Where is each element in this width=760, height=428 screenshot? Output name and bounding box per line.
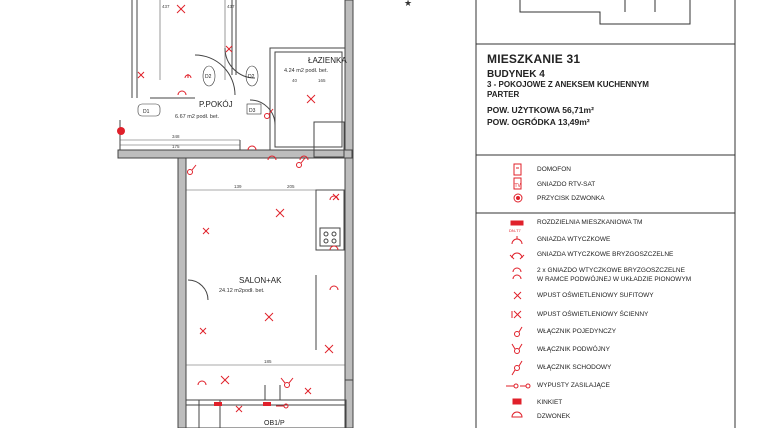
wall-light-icon: [325, 345, 333, 353]
dimension-labels: [162, 4, 326, 364]
socket-icon: [330, 246, 338, 250]
ceiling-light-icon: [226, 46, 232, 52]
ceiling-light-icon: [177, 5, 185, 13]
balcony-label: OB1/P: [264, 420, 285, 427]
legend-label: GNIAZDA WTYCZKOWE BRYZGOSZCZELNE: [537, 251, 674, 258]
room-area-room: 6.67 m2 podł. bet.: [175, 114, 220, 120]
single-switch-icon: [265, 109, 274, 119]
dim-label: 437: [162, 4, 170, 9]
dim-label: 40: [292, 78, 298, 83]
single-switch-icon: [188, 165, 197, 175]
ceiling-light-icon: [276, 209, 284, 217]
door-tag: D3: [249, 108, 256, 114]
garden-area: POW. OGRÓDKA 13,49m²: [487, 117, 590, 127]
socket-icon: [248, 146, 256, 150]
ceiling-light-icon: [221, 376, 229, 384]
dim-label: 175: [172, 144, 180, 149]
rooms-description: 3 - POKOJOWE Z ANEKSEM KUCHENNYM: [487, 80, 649, 89]
svg-text:TV: TV: [514, 183, 521, 189]
room-name-bathroom: ŁAZIENKA: [308, 56, 347, 65]
socket-icon: [178, 91, 186, 95]
ceiling-light-icon: [203, 228, 209, 234]
single-switch-icon: [297, 158, 306, 168]
ceiling-light-icon: [236, 406, 242, 412]
room-area-bathroom: 4.24 m2 podł. bet.: [284, 68, 329, 74]
ceiling-light-icon: [305, 388, 311, 394]
legend-label: KINKIET: [537, 399, 563, 406]
legend-label: 2 x GNIAZDO WTYCZKOWE BRYZGOSZCZELNE: [537, 267, 685, 274]
legend-label: WŁĄCZNIK PODWÓJNY: [537, 346, 610, 353]
dim-label: 205: [287, 184, 295, 189]
legend-label: DZWONEK: [537, 413, 571, 420]
legend-label: WPUST OŚWIETLENIOWY ŚCIENNY: [537, 311, 649, 318]
legend: [487, 0, 737, 428]
floor-level: PARTER: [487, 90, 520, 99]
room-name-living: SALON+AK: [239, 276, 282, 285]
ceiling-light-icon: [307, 95, 315, 103]
socket-icon: [330, 286, 338, 290]
north-marker: ★: [404, 0, 413, 8]
legend-label: W RAMCE PODWÓJNEJ W UKŁADZIE PIONOWYM: [537, 276, 692, 283]
legend-label: WPUST OŚWIETLENIOWY SUFITOWY: [537, 292, 654, 299]
apartment-title: MIESZKANIE 31: [487, 52, 581, 66]
room-area-living: 24.12 m2podł. bet.: [219, 288, 265, 294]
legend-label: GNIAZDA WTYCZKOWE: [537, 236, 611, 243]
usable-area: POW. UŻYTKOWA 56,71m²: [487, 105, 594, 115]
dim-label: 348: [172, 134, 180, 139]
legend-label: ROZDZIELNIA MIESZKANIOWA TM: [537, 219, 643, 226]
legend-label: DOMOFON: [537, 166, 571, 173]
dim-label: 185: [264, 359, 272, 364]
socket-icon: [198, 381, 206, 385]
dim-label: 165: [318, 78, 326, 83]
door-tag: D2: [248, 74, 255, 80]
socket-icon: [185, 74, 191, 78]
ceiling-light-icon: [200, 328, 206, 334]
electrical-symbols: [138, 5, 339, 412]
room-name-room: P.POKÓJ: [199, 100, 233, 109]
door-tag: D2: [205, 74, 212, 80]
ceiling-light-icon: [265, 313, 273, 321]
legend-label: WŁĄCZNIK SCHODOWY: [537, 364, 612, 371]
legend-label: WŁĄCZNIK POJEDYNCZY: [537, 328, 617, 335]
door-tag: D1: [143, 109, 150, 115]
legend-label: WYPUSTY ZASILAJĄCE: [537, 382, 610, 389]
dim-label: 437: [227, 4, 235, 9]
ceiling-light-icon: [138, 72, 144, 78]
svg-text:DN-T7: DN-T7: [509, 228, 521, 233]
dim-label: 139: [234, 184, 242, 189]
double-switch-icon: [281, 378, 293, 388]
distribution-board-symbol: [117, 127, 271, 406]
legend-label: GNIAZDO RTV-SAT: [537, 181, 596, 188]
building-label: BUDYNEK 4: [487, 69, 545, 80]
legend-label: PRZYCISK DZWONKA: [537, 195, 605, 202]
